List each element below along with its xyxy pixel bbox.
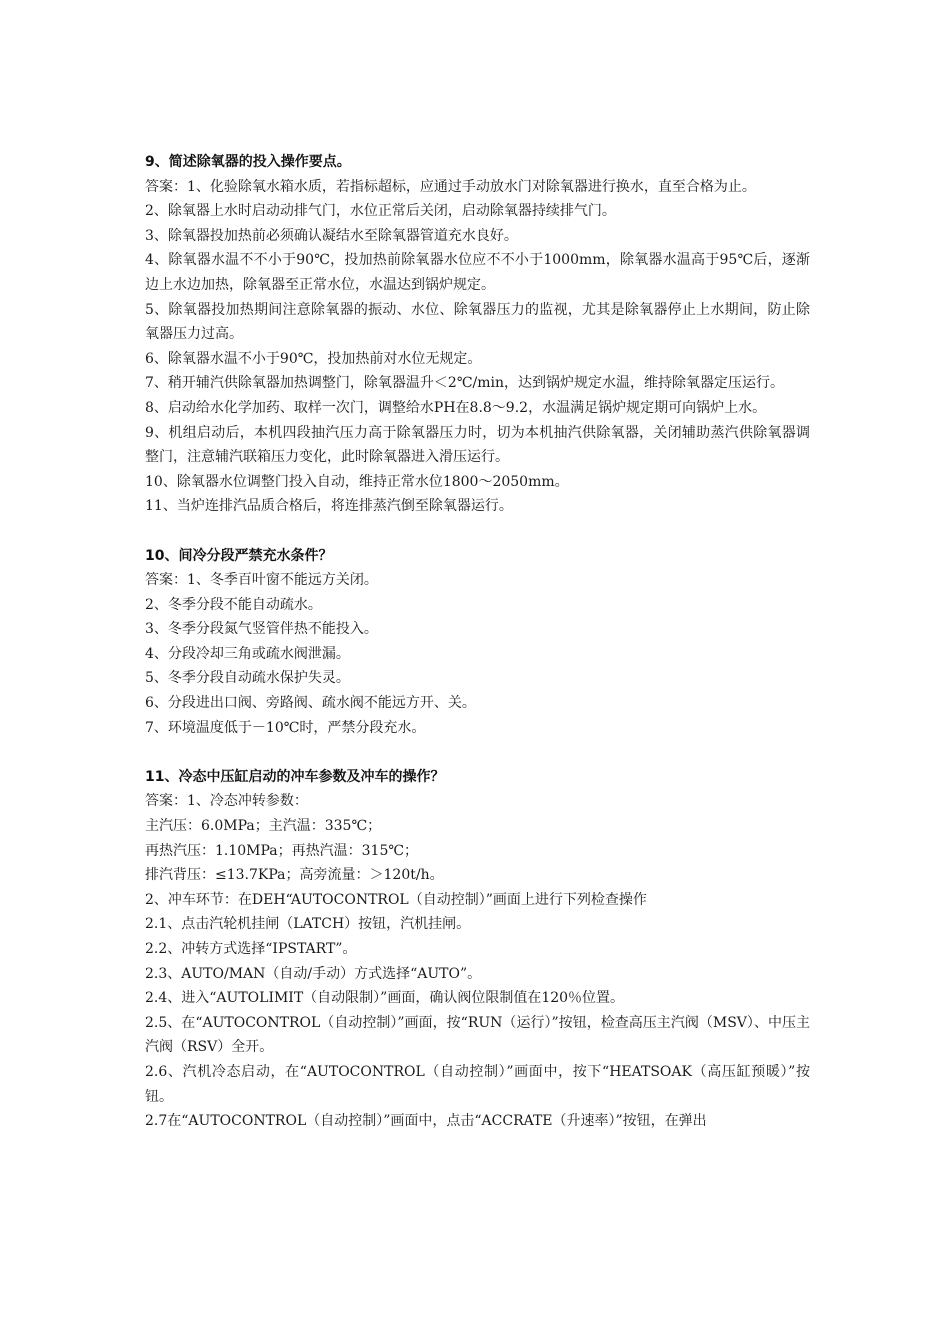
answer-line: 排汽背压：≤13.7KPa；高旁流量：＞120t/h。 xyxy=(145,867,444,884)
answer-line: 6、除氧器水温不小于90℃，投加热前对水位无规定。 xyxy=(145,350,482,367)
document-body xyxy=(145,150,810,1134)
answer-line: 8、启动给水化学加药、取样一次门，调整给水PH在8.8～9.2，水温满足锅炉规定期可向锅炉上水。 xyxy=(145,399,767,416)
answer-line: 9、机组启动后，本机四段抽汽压力高于除氧器压力时，切为本机抽汽供除氧器，关闭辅助蒸汽供除氧器调整门，注意辅汽联箱压力变化，此时除氧器进入滑压运行。 xyxy=(145,424,810,466)
answer-line: 2.7在“AUTOCONTROL（自动控制）”画面中，点击“ACCRATE（升速率）”按钮，在弹出 xyxy=(145,1113,707,1130)
answer-line: 7、环境温度低于－10℃时，严禁分段充水。 xyxy=(145,719,426,736)
answer-line: 2、除氧器上水时启动动排气门，水位正常后关闭，启动除氧器持续排气门。 xyxy=(145,203,616,220)
question-heading: 10、间冷分段严禁充水条件？ xyxy=(145,547,333,564)
answer-line: 7、稍开辅汽供除氧器加热调整门，除氧器温升＜2℃/min，达到锅炉规定水温，维持除氧器定压运行。 xyxy=(145,375,784,392)
question-heading: 9、简述除氧器的投入操作要点。 xyxy=(145,154,351,170)
answer-line: 4、分段冷却三角或疏水阀泄漏。 xyxy=(145,645,350,662)
answer-line: 11、当炉连排汽品质合格后，将连排蒸汽倒至除氧器运行。 xyxy=(145,498,513,515)
answer-line-first: 答案：1、化验除氧水箱水质，若指标超标，应通过手动放水门对除氧器进行换水，直至合格为止。 xyxy=(145,178,756,195)
answer-line: 2.1、点击汽轮机挂闸（LATCH）按钮，汽机挂闸。 xyxy=(145,916,471,933)
qa-section xyxy=(145,150,810,519)
answer-line: 2.4、进入“AUTOLIMIT（自动限制）”画面，确认阀位限制值在120％位置。 xyxy=(145,990,625,1007)
answer-line: 4、除氧器水温不不小于90℃，投加热前除氧器水位应不不小于1000mm，除氧器水温高于95℃后，逐渐边上水边加热，除氧器至正常水位，水温达到锅炉规定。 xyxy=(145,252,810,293)
answer-line-first: 答案：1、冷态冲转参数： xyxy=(145,793,308,810)
answer-line: 主汽压：6.0MPa；主汽温：335℃； xyxy=(145,818,382,835)
answer-line: 3、冬季分段氮气竖管伴热不能投入。 xyxy=(145,621,378,638)
question-heading: 11、冷态中压缸启动的冲车参数及冲车的操作？ xyxy=(145,768,445,785)
answer-line: 2.2、冲转方式选择“IPSTART”。 xyxy=(145,941,357,957)
answer-line: 2.3、AUTO/MAN（自动/手动）方式选择“AUTO”。 xyxy=(145,965,482,982)
answer-line: 5、冬季分段自动疏水保护失灵。 xyxy=(145,670,350,687)
answer-line: 2.6、汽机冷态启动，在“AUTOCONTROL（自动控制）”画面中，按下“HEATSOAK（高压缸预暖）”按钮。 xyxy=(145,1063,810,1105)
answer-line: 3、除氧器投加热前必须确认凝结水至除氧器管道充水良好。 xyxy=(145,227,518,244)
answer-line-first: 答案：1、冬季百叶窗不能远方关闭。 xyxy=(145,572,378,589)
answer-line: 再热汽压：1.10MPa；再热汽温：315℃； xyxy=(145,842,419,859)
qa-section xyxy=(145,765,810,1134)
answer-line: 2.5、在“AUTOCONTROL（自动控制）”画面，按“RUN（运行）”按钮，检查高压主汽阀（MSV）、中压主汽阀（RSV）全开。 xyxy=(145,1014,810,1056)
answer-line: 6、分段进出口阀、旁路阀、疏水阀不能远方开、关。 xyxy=(145,695,476,712)
answer-line: 10、除氧器水位调整门投入自动，维持正常水位1800～2050mm。 xyxy=(145,473,569,490)
answer-line: 2、冬季分段不能自动疏水。 xyxy=(145,596,322,613)
answer-line: 5、除氧器投加热期间注意除氧器的振动、水位、除氧器压力的监视，尤其是除氧器停止上水期间，防止除氧器压力过高。 xyxy=(145,301,810,343)
qa-section xyxy=(145,544,810,741)
answer-line: 2、冲车环节：在DEH“AUTOCONTROL（自动控制）”画面上进行下列检查操作 xyxy=(145,891,647,908)
